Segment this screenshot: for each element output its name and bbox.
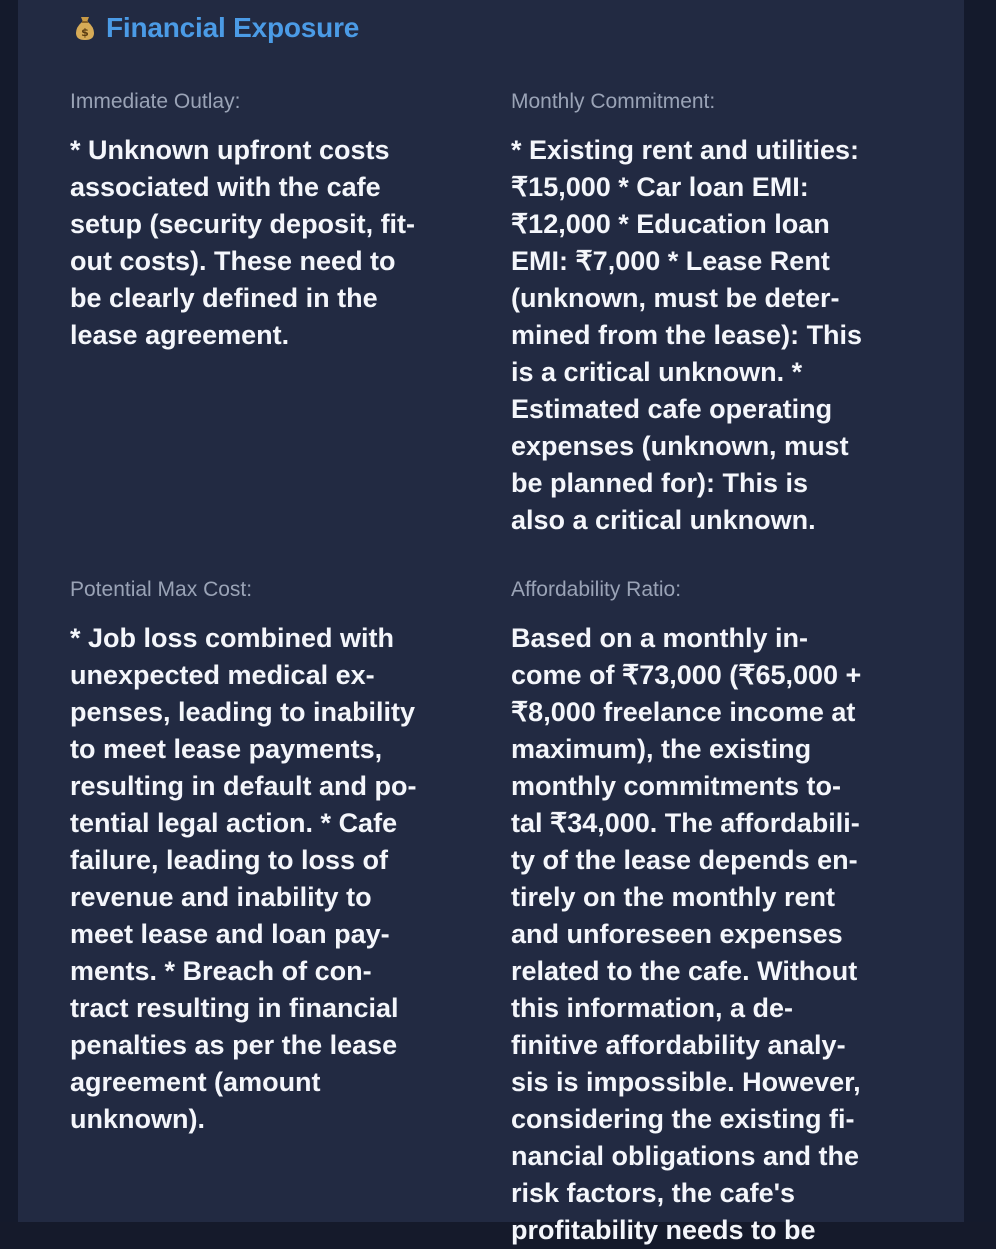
money-bag-icon <box>74 15 96 41</box>
potential-max-cost-label: Potential Max Cost: <box>70 578 253 601</box>
section-header <box>74 10 359 46</box>
section-title: Financial Exposure <box>106 12 360 43</box>
affordability-ratio-label: Affordability Ratio: <box>511 578 682 601</box>
immediate-outlay-label: Immediate Outlay: <box>70 90 241 113</box>
affordability-ratio-value: Based on a monthly in- come of ₹73,000 (₹65,000 + ₹8,000 freelance income at maximum), the existing monthly commitments to- tal ₹34,000. The affordabili- ty of the lease depends en- tirely on the monthly rent and unforeseen expenses related to the cafe. Without this information, a de- finitive affordability analy- sis is impossible. However, considering the existing fi- nancial obligations and the risk factors, the cafe's profitability needs to be <box>511 623 862 1245</box>
monthly-commitment-value: * Existing rent and utilities: ₹15,000 * Car loan EMI: ₹12,000 * Education loan EMI: ₹7,000 * Lease Rent (unknown, must be deter- mined from the lease): This is a critical unknown. * Estimated cafe operating expenses (unknown, must be planned for): This is also a critical unknown. <box>511 135 863 535</box>
svg-text:$: $ <box>81 26 89 39</box>
immediate-outlay-value: * Unknown upfront costs associated with the cafe setup (security deposit, fit- out costs). These need to be clearly defined in the lease agreement. <box>70 135 416 350</box>
monthly-commitment-label: Monthly Commitment: <box>511 90 716 113</box>
potential-max-cost-value: * Job loss combined with unexpected medical ex- penses, leading to inability to meet lease payments, resulting in default and po- tential legal action. * Cafe failure, leading to loss of revenue and inability to meet lease and loan pay- ments. * Breach of con- tract resulting in financial penalties as per the lease agreement (amount unknown). <box>70 623 417 1134</box>
